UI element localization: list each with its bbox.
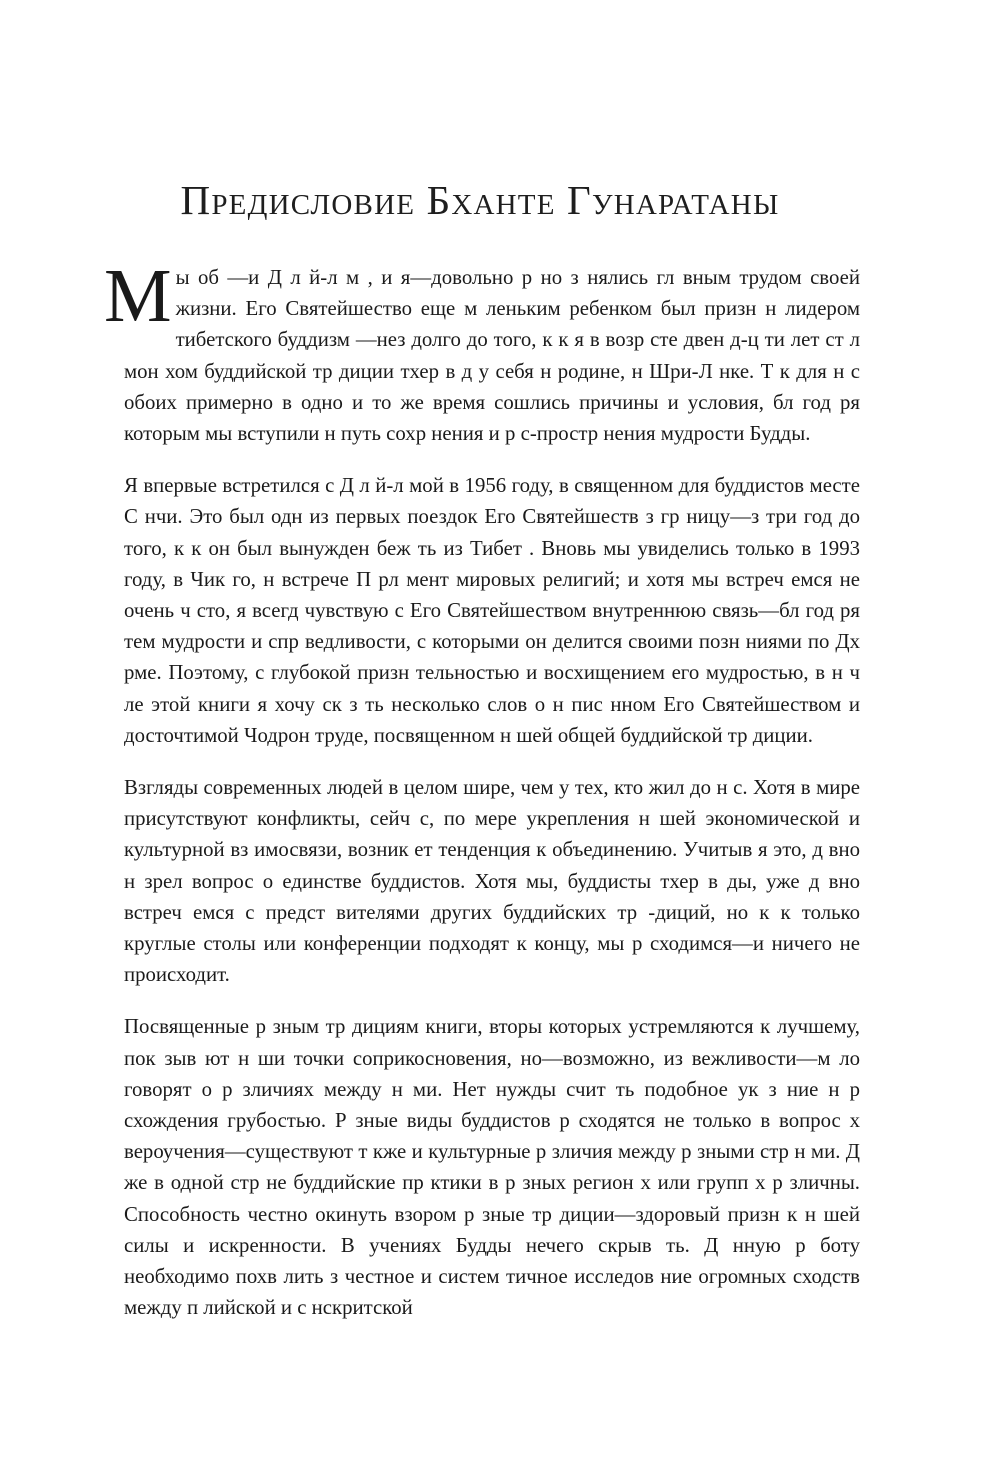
paragraph-3: Взгляды современных людей в целом шире, чем у тех, кто жил до н с. Хотя в мире присутствуют конфликты, сейч с, по мере укрепления н шей экономической и культурной вз имосвязи, возник ет тенденция к объединению. Учитыв я это, д вно н зрел вопрос о единстве буддистов. Хотя мы, буддисты тхер в ды, уже д вно встреч емся с предст вителями других буддийских тр -диций, но к к только круглые столы или конференции подходят к концу, мы р сходимся—и ничего не происходит. [124, 776, 860, 987]
paragraph-4: Посвященные р зным тр дициям книги, вторы которых устремляются к лучшему, пок зыв ют н ши точки соприкосновения, но—возможно, из вежливости—м ло говорят о р зличиях между н ми. Нет нужды счит ть подобное ук з ние н р схождения грубостью. Р зные виды буддистов р сходятся не только в вопрос х вероучения—существуют т кже и культурные р зличия между р зными стр н ми. Д же в одной стр не буддийские пр ктики в р зных регион х или групп х р зличны. Способность честно окинуть взором р зные тр диции—здоровый призн к н шей силы и искренности. В учениях Будды нечего скрыв ть. Д нную р боту необходимо похв лить з честное и систем тичное исследов ние огромных сходств между п лийской и с нскритской [124, 1015, 860, 1320]
paragraph-1 [104, 254, 860, 449]
body-text [104, 254, 860, 1345]
chapter-title: Предисловие Бханте Гунаратаны [180, 177, 780, 223]
paragraph-1-text: ы об —и Д л й-л м , и я—довольно р но з нялись гл вным трудом своей жизни. Его Святейшество еще м леньким ребенком был призн н лидером тибетского буддизм —нез долго до того, к к я в возр сте двен д-ц ти лет ст л мон хом буддийской тр диции тхер в д у себя н родине, н Шри-Л нке. Т к для н с обоих примерно в одно и то же время сошлись причины и условия, бл год ря которым мы вступили н путь сохр нения и р с-простр нения мудрости Будды. [124, 266, 860, 446]
paragraph-2: Я впервые встретился с Д л й-л мой в 1956 году, в священном для буддистов месте С нчи. Это был одн из первых поездок Его Святейшеств з гр ницу—з три год до того, к к он был вынужден беж ть из Тибет . Вновь мы увиделись только в 1993 году, в Чик го, н встрече П рл мент мировых религий; и хотя мы встреч емся не очень ч сто, я всегд чувствую с Его Святейшеством внутреннюю связь—бл год ря тем мудрости и спр ведливости, с которыми он делится своими позн ниями по Дх рме. Поэтому, с глубокой призн тельностью и восхищением его мудростью, в н ч ле этой книги я хочу ск з ть несколько слов о н пис нном Его Святейшеством и досточтимой Чодрон труде, посвященном н шей общей буддийской тр диции. [124, 474, 860, 747]
drop-cap: М [104, 254, 172, 338]
